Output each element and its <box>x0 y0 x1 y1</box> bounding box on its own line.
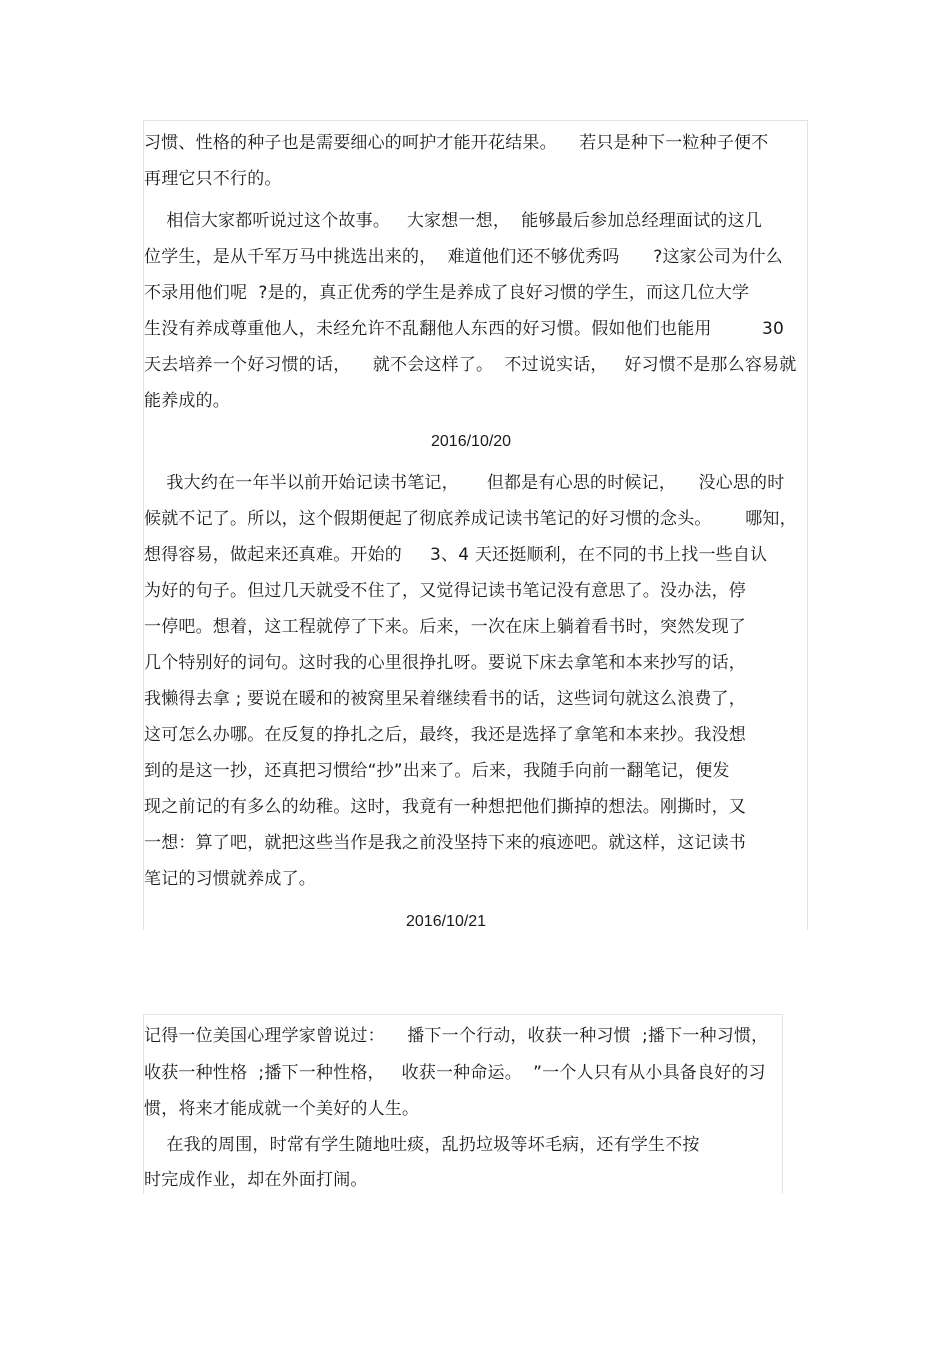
text-line: 一想：算了吧，就把这些当作是我之前没坚持下来的痕迹吧。就这样，这记读书 <box>144 833 746 853</box>
text-line: 记得一位美国心理学家曾说过： 播下一个行动，收获一种习惯 ;播下一种习惯， <box>144 1026 769 1046</box>
document-section-2 <box>143 1014 783 1194</box>
text-line: 相信大家都听说过这个故事。 大家想一想， 能够最后参加总经理面试的这几 <box>144 211 763 231</box>
text-line: 在我的周围，时常有学生随地吐痰，乱扔垃圾等坏毛病，还有学生不按 <box>144 1135 700 1155</box>
text-line: 这可怎么办哪。在反复的挣扎之后，最终，我还是选择了拿笔和本来抄。我没想 <box>144 725 746 745</box>
text-line: 位学生，是从千军万马中挑选出来的， 难道他们还不够优秀吗 ?这家公司为什么 <box>144 247 783 267</box>
text-line: 不录用他们呢 ?是的，真正优秀的学生是养成了良好习惯的学生，而这几位大学 <box>144 283 750 303</box>
text-line: 习惯、性格的种子也是需要细心的呵护才能开花结果。 若只是种下一粒种子便不 <box>144 133 769 153</box>
text-line: 笔记的习惯就养成了。 <box>144 869 316 889</box>
text-line: 想得容易，做起来还真难。开始的 3、4 天还挺顺利，在不同的书上找一些自认 <box>144 545 768 565</box>
text-line: 收获一种性格 ;播下一种性格， 收获一种命运。 ”一个人只有从小具备良好的习 <box>144 1063 766 1083</box>
text-line: 天去培养一个好习惯的话， 就不会这样了。 不过说实话， 好习惯不是那么容易就 <box>144 355 797 375</box>
text-line: 惯，将来才能成就一个美好的人生。 <box>144 1099 420 1119</box>
text-line: 再理它只不行的。 <box>144 169 282 189</box>
text-line: 一停吧。想着，这工程就停了下来。后来，一次在床上躺着看书时，突然发现了 <box>144 617 746 637</box>
text-line: 现之前记的有多么的幼稚。这时，我竟有一种想把他们撕掉的想法。刚撕时，又 <box>144 797 746 817</box>
document-section-1 <box>143 120 808 930</box>
text-line: 我大约在一年半以前开始记读书笔记， 但都是有心思的时候记， 没心思的时 <box>144 473 785 493</box>
text-line: 生没有养成尊重他人，未经允许不乱翻他人东西的好习惯。假如他们也能用 30 <box>144 319 785 339</box>
text-line: 几个特别好的词句。这时我的心里很挣扎呀。要说下床去拿笔和本来抄写的话， <box>144 653 746 673</box>
text-line: 到的是这一抄，还真把习惯给“抄”出来了。后来，我随手向前一翻笔记，便发 <box>144 761 730 781</box>
text-line: 为好的句子。但过几天就受不住了，又觉得记读书笔记没有意思了。没办法，停 <box>144 581 746 601</box>
text-line: 我懒得去拿 ; 要说在暖和的被窝里呆着继续看书的话，这些词句就这么浪费了， <box>144 689 746 709</box>
date-label: 2016/10/21 <box>406 913 487 930</box>
text-line: 能养成的。 <box>144 391 230 411</box>
text-line: 候就不记了。所以，这个假期便起了彻底养成记读书笔记的好习惯的念头。 哪知， <box>144 509 797 529</box>
text-line: 时完成作业，却在外面打闹。 <box>144 1170 368 1190</box>
date-label: 2016/10/20 <box>431 433 512 450</box>
